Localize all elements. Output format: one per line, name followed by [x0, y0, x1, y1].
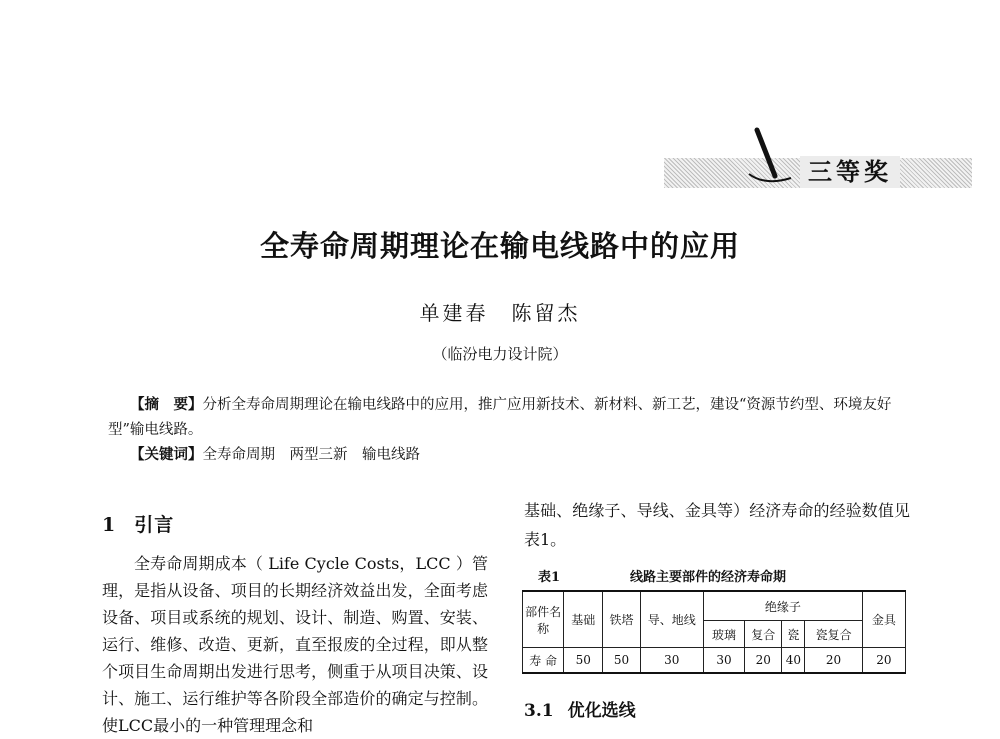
header-part-name: 部件名称	[523, 591, 564, 648]
header-insulator-porcelain: 瓷	[782, 621, 805, 648]
header-fitting: 金具	[862, 591, 905, 648]
section-1-number: 1	[102, 514, 117, 536]
table-1-caption: 线路主要部件的经济寿命期	[630, 570, 787, 585]
header-insulator-glass: 玻璃	[703, 621, 744, 648]
award-label: 三等奖	[800, 156, 900, 188]
keywords	[130, 443, 420, 464]
table-row	[523, 648, 906, 674]
row-label: 寿 命	[523, 648, 564, 674]
header-wire: 导、地线	[640, 591, 703, 648]
cell-foundation: 50	[564, 648, 603, 674]
header-foundation: 基础	[564, 591, 603, 648]
cell-composite: 20	[745, 648, 782, 674]
table-header-row	[523, 591, 906, 621]
cell-glass: 30	[703, 648, 744, 674]
table-1-label: 表1	[538, 570, 561, 585]
authors: 单建春 陈留杰	[419, 301, 581, 325]
section-1-body: 全寿命周期成本（ Life Cycle Costs，LCC ）管理，是指从设备、项目的长期经济效益出发，全面考虑设备、项目或系统的规划、设计、制造、购置、安装、运行、维修、改造、更新，直至报废的全过程，即从整个项目生命周期出发进行思考，侧重于从项目决策、设计、施工、运行维护等各阶段全部造价的确定与控制。使LCC最小的一种管理理念和	[102, 554, 488, 735]
keywords-label: 【关键词】	[130, 446, 203, 463]
right-intro-text: 基础、绝缘子、导线、金具等）经济寿命的经验数值见表1。	[524, 501, 910, 549]
cell-fitting: 20	[862, 648, 905, 674]
section-1-heading	[102, 510, 174, 537]
section-3-1-number: 3.1	[524, 701, 554, 721]
cell-porcelain: 40	[782, 648, 805, 674]
economic-life-table	[522, 590, 906, 674]
section-3-1-title: 优化选线	[567, 701, 636, 721]
pen-icon	[735, 126, 795, 188]
affiliation: （临汾电力设计院）	[432, 345, 568, 363]
header-insulator-porcelain-composite: 瓷复合	[805, 621, 862, 648]
header-insulator: 绝缘子	[703, 591, 862, 621]
abstract	[108, 392, 918, 443]
keywords-text: 全寿命周期 两型三新 输电线路	[202, 447, 420, 463]
section-1-title: 引言	[134, 514, 175, 536]
abstract-text: 分析全寿命周期理论在输电线路中的应用，推广应用新技术、新材料、新工艺，建设“资源节约型、环境友好型”输电线路。	[108, 397, 892, 438]
cell-porcelain-composite: 20	[805, 648, 862, 674]
header-tower: 铁塔	[603, 591, 640, 648]
abstract-label: 【摘 要】	[130, 396, 203, 413]
cell-tower: 50	[603, 648, 640, 674]
paper-title: 全寿命周期理论在输电线路中的应用	[259, 229, 740, 263]
section-3-1-heading	[524, 696, 636, 721]
cell-wire: 30	[640, 648, 703, 674]
header-insulator-composite: 复合	[745, 621, 782, 648]
